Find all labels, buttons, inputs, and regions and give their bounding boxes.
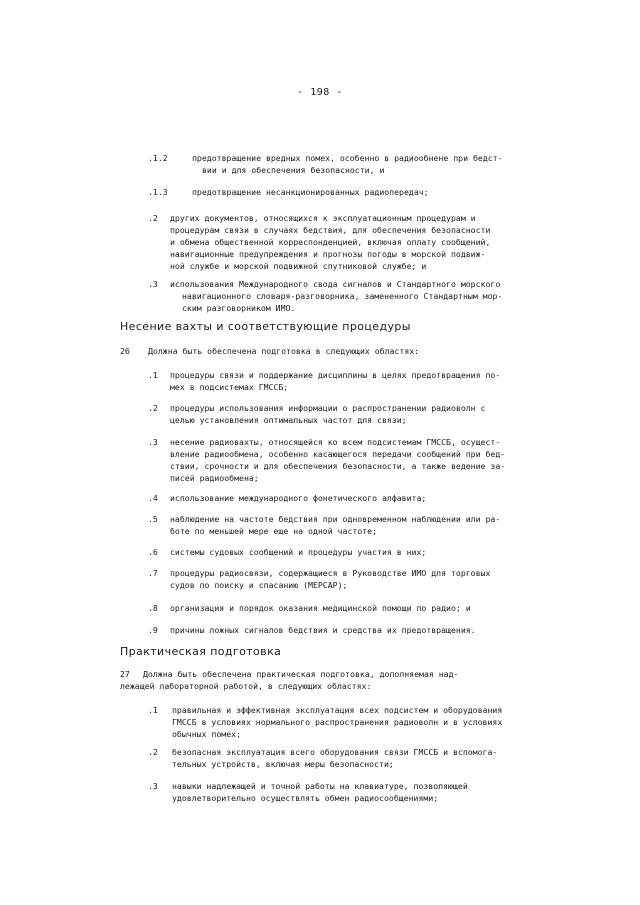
item-number: .1.2 [148, 153, 168, 163]
item-text-line: наблюдение на частоте бедствия при одновременном наблюдении или ра- [170, 514, 501, 524]
item-text-line: использования Международного свода сигналов и Стандартного морского [170, 279, 501, 289]
item-number: .1 [148, 370, 158, 380]
item-text-line: тельных устройств, включая меры безопасности; [172, 759, 394, 769]
item-text-line: навигационного словаря-разговорника, замененного Стандартным мор- [182, 291, 503, 301]
item-number: .8 [148, 603, 158, 613]
item-number: .2 [148, 213, 158, 223]
item-number: .6 [148, 547, 158, 557]
item-number: .3 [148, 437, 158, 447]
item-number: .4 [148, 493, 158, 503]
item-text-line: процедуры использования информации о распространении радиоволн с [170, 403, 486, 413]
item-text-line: правильная и эффективная эксплуатация всех подсистем и оборудования [172, 705, 503, 715]
item-text-line: ной службе и морской подвижной спутниковой службе; и [170, 261, 427, 271]
item-text-line: предотвращение несанкционированных радиопередач; [192, 187, 429, 197]
section-heading-practical: Практическая подготовка [120, 645, 282, 658]
item-number: .2 [148, 403, 158, 413]
item-text-line: ГМССБ в условиях нормального распространения радиоволн и в условиях [172, 717, 503, 727]
item-text-line: навигационные предупреждения и прогнозы погоды в морской подвиж- [170, 249, 486, 259]
paragraph-text: Должна быть обеспечена практическая подготовка, дополняемая над- [143, 669, 459, 679]
item-text-line: процедуры радиосвязи, содержащиеся в Руководстве ИМО для торговых [170, 568, 491, 578]
item-text-line: системы судовых сообщений и процедуры участия в них; [170, 547, 427, 557]
item-text-line: предотвращение вредных помех, особенно в радиообнене при бедст- [192, 153, 503, 163]
item-text-line: организация и порядок оказания медицинской помощи по радио; и [170, 603, 471, 613]
item-number: .9 [148, 625, 158, 635]
item-text-line: удовлетворительно осуществлять обмен радиосообщениями; [172, 793, 439, 803]
item-text-line: обычных помех; [172, 729, 242, 739]
item-text-line: причины ложных сигналов бедствия и средства их предотвращения. [170, 625, 476, 635]
item-number: .3 [148, 781, 158, 791]
item-text-line: несение радиовахты, относящейся ко всем подсистемам ГМССБ, осущест- [170, 437, 501, 447]
item-text-line: других документов, относящихся к эксплуатационным процедурам и [170, 213, 476, 223]
item-text-line: процедурам связи в случаях бедствия, для обеспечения безопасности [170, 225, 491, 235]
paragraph-number: 27 [120, 669, 130, 679]
item-text-line: безопасная эксплуатация всего оборудования связи ГМССБ и вспомога- [172, 747, 498, 757]
item-text-line: целью установления оптимальных частот для связи; [170, 415, 407, 425]
item-text-line: судов по поиску и спасанию (МЕРСАР); [170, 580, 348, 590]
item-number: .3 [148, 279, 158, 289]
paragraph-text: лежащей лабораторной работой, в следующих областях: [120, 681, 372, 691]
item-text-line: процедуры связи и поддержание дисциплины в целях предотвращения по- [170, 370, 501, 380]
item-text-line: писей радиообмена; [170, 473, 259, 483]
section-heading-watchkeeping: Несение вахты и соответствующие процедуры [120, 320, 411, 333]
item-number: .7 [148, 568, 158, 578]
page-number: - 198 - [297, 87, 343, 98]
item-text-line: и обмена общественной корреспонденцией, включая оплату сообщений, [170, 237, 491, 247]
paragraph-number: 26 [120, 346, 130, 356]
item-number: .2 [148, 747, 158, 757]
item-text-line: навыки надлежащей и точной работы на клавиатуре, позволяющей [172, 781, 468, 791]
item-text-line: ствии, срочности и для обеспечения безопасности, а также ведение за- [170, 461, 506, 471]
item-number: .5 [148, 514, 158, 524]
item-text-line: боте по меньшей мере еще на одной частоте; [170, 526, 378, 536]
item-number: .1.3 [148, 187, 168, 197]
item-text-line: вии и для обеспечения безопасности, и [202, 165, 385, 175]
paragraph-text: Должна быть обеспечена подготовка в следующих областях: [148, 346, 420, 356]
item-text-line: мех в подсистемах ГМССБ; [170, 382, 289, 392]
item-text-line: использование международного фонетического алфавита; [170, 493, 427, 503]
item-number: .1 [148, 705, 158, 715]
item-text-line: ским разговорником ИМО. [182, 303, 296, 313]
item-text-line: вление радиообмена, особенно касающегося передачи сообщений при бед- [170, 449, 506, 459]
